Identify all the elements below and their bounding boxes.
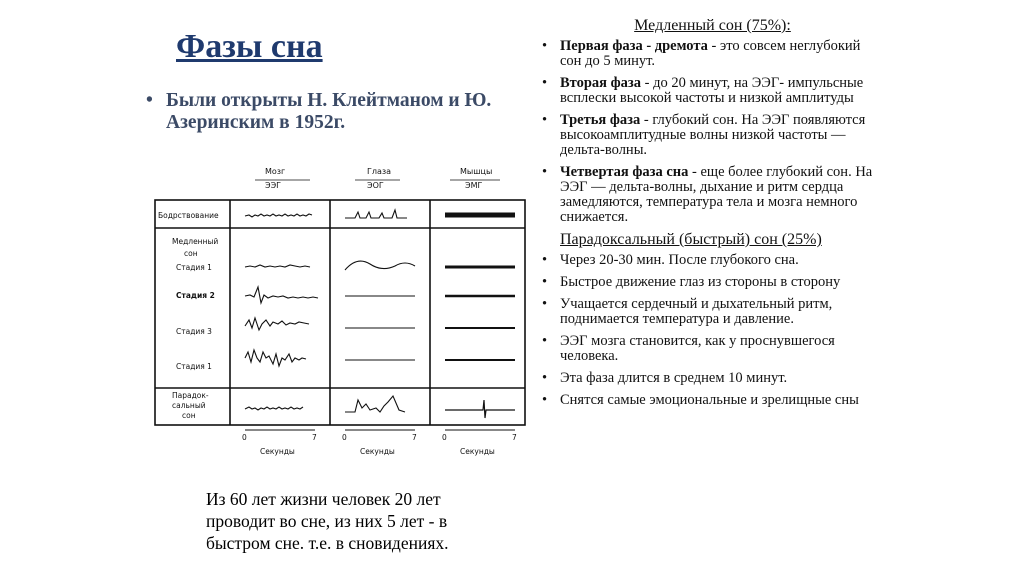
col-eyes-label: Глаза [367, 167, 392, 176]
rem-item-2: Быстрое движение глаз из стороны в сторону [560, 274, 841, 290]
bullet-icon: • [542, 252, 548, 268]
col-brain-sub: ЭЭГ [265, 181, 282, 190]
list-item [540, 39, 885, 69]
bullet-icon: • [542, 75, 548, 91]
bullet-icon: • [542, 164, 548, 180]
bullet-icon: • [542, 274, 548, 290]
footnote-text: Из 60 лет жизни человек 20 лет проводит во сне, из них 5 лет - в быстром сне. т.е. в сновидениях. [206, 489, 449, 553]
list-item [540, 297, 885, 327]
list-item [540, 165, 885, 225]
axis3-end: 7 [512, 433, 517, 442]
row-slow-1: Медленный [172, 237, 219, 246]
col-eyes-sub: ЭОГ [367, 181, 384, 190]
sleep-phases-list [540, 18, 885, 415]
trace-wake-eog [345, 210, 407, 218]
trace-st2-eeg [245, 287, 318, 303]
phase-3-name: Третья фаза [560, 112, 641, 128]
col-brain-label: Мозг [265, 167, 286, 176]
axis1-label: Секунды [260, 447, 295, 456]
discovery-text: Были открыты Н. Клейтманом и Ю. Азеринским в 1952г. [166, 90, 492, 133]
rem-item-3: Учащается сердечный и дыхательный ритм, поднимается температура и давление. [560, 296, 833, 327]
row-stage-4: Стадия 1 [176, 362, 212, 371]
slow-sleep-header: Медленный сон (75%): [634, 17, 791, 34]
list-item [540, 253, 885, 268]
phase-1-desc: - это совсем неглубокий сон до 5 минут. [560, 38, 861, 69]
col-muscle-label: Мышцы [460, 167, 493, 176]
list-item [540, 275, 885, 290]
bullet-icon: • [146, 90, 153, 111]
trace-st1-eeg [245, 265, 310, 267]
bullet-icon: • [542, 392, 548, 408]
rem-item-1: Через 20-30 мин. После глубокого сна. [560, 252, 799, 268]
row-stage-1: Стадия 1 [176, 263, 212, 272]
list-item [540, 76, 885, 106]
trace-rem-eog [345, 396, 405, 412]
rem-item-6: Снятся самые эмоциональные и зрелищные сны [560, 392, 859, 408]
col-muscle-sub: ЭМГ [465, 181, 483, 190]
trace-rem-emg [445, 400, 515, 418]
list-item [540, 334, 885, 364]
rem-sleep-header: Парадоксальный (быстрый) сон (25%) [560, 231, 822, 248]
bullet-icon: • [542, 333, 548, 349]
list-item [540, 393, 885, 408]
axis1-end: 7 [312, 433, 317, 442]
axis2-start: 0 [342, 433, 347, 442]
axis2-end: 7 [412, 433, 417, 442]
row-slow-2: сон [184, 249, 198, 258]
diagram-frame [155, 200, 525, 425]
bullet-icon: • [542, 296, 548, 312]
discovery-bullet [146, 90, 546, 134]
phase-2-name: Вторая фаза [560, 75, 641, 91]
row-stage-2: Стадия 2 [176, 291, 215, 300]
bullet-icon: • [542, 112, 548, 128]
row-wake: Бодрствование [158, 211, 219, 220]
bullet-icon: • [542, 370, 548, 386]
bullet-icon: • [542, 38, 548, 54]
trace-st4-eeg [245, 350, 306, 366]
row-stage-3: Стадия 3 [176, 327, 212, 336]
trace-st3-eeg [245, 318, 309, 330]
phase-1-name: Первая фаза - дремота [560, 38, 708, 54]
phase-2-desc: - до 20 минут, на ЭЭГ- импульсные всплески высокой частоты и низкой амплитуды [560, 75, 864, 106]
axis1-start: 0 [242, 433, 247, 442]
trace-rem-eeg [245, 407, 303, 410]
trace-st1-eog [345, 261, 415, 270]
row-rem-3: сон [182, 411, 196, 420]
rem-item-5: Эта фаза длится в среднем 10 минут. [560, 370, 788, 386]
phase-4-desc: - еще более глубокий сон. На ЭЭГ — дельта-волны, дыхание и ритм сердца замедляются, температура тела и мозга немного снижается. [560, 164, 873, 225]
sleep-eeg-diagram [150, 160, 530, 460]
list-item [540, 371, 885, 386]
row-rem-2: сальный [172, 401, 206, 410]
list-item [540, 113, 885, 158]
axis3-label: Секунды [460, 447, 495, 456]
phase-3-desc: - глубокий сон. На ЭЭГ появляются высокоамплитудные волны низкой частоты — дельта-волны. [560, 112, 866, 158]
slide-title: Фазы сна [176, 28, 323, 65]
axis2-label: Секунды [360, 447, 395, 456]
trace-wake-eeg [245, 214, 312, 217]
rem-item-4: ЭЭГ мозга становится, как у проснувшегося человека. [560, 333, 835, 364]
row-rem-1: Парадок- [172, 391, 209, 400]
phase-4-name: Четвертая фаза сна [560, 164, 689, 180]
axis3-start: 0 [442, 433, 447, 442]
